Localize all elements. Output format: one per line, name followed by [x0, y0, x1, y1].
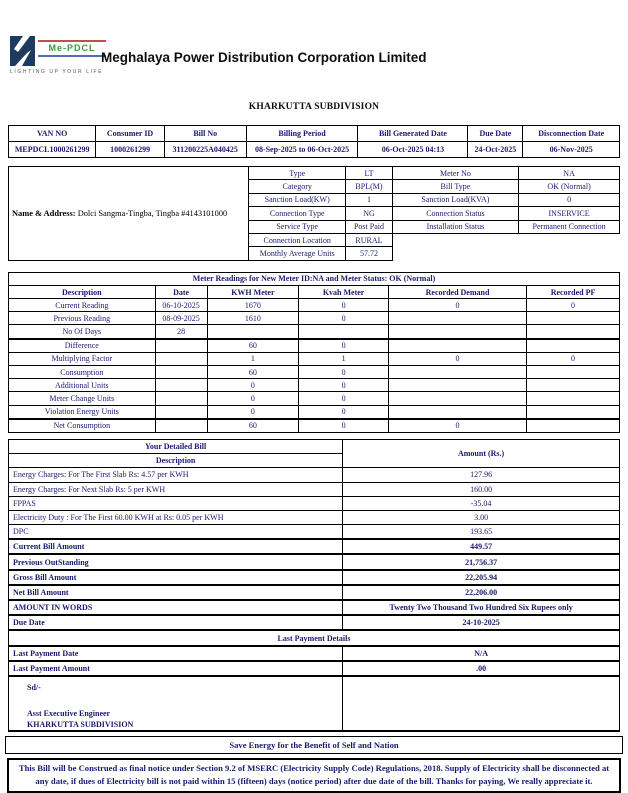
meter-cell: 60 — [207, 339, 299, 353]
meter-cell: 0 — [527, 299, 620, 312]
signature-office: KHARKUTTA SUBDIVISION — [27, 719, 134, 729]
info-label: Connection Status — [392, 207, 518, 220]
charge-description: DPC — [9, 525, 343, 540]
meter-cell: 0 — [389, 299, 527, 312]
consumer-info-table — [8, 166, 620, 261]
summary-row — [9, 554, 620, 569]
info-label: Sanction Load(KW) — [249, 193, 346, 206]
info-label: Monthly Average Units — [249, 247, 346, 260]
logo-wordmark — [38, 40, 106, 57]
meter-row — [9, 299, 620, 312]
meter-cell — [389, 405, 527, 419]
meter-row — [9, 405, 620, 419]
last-payment-label: Last Payment Amount — [9, 661, 343, 676]
empty-cell — [392, 247, 619, 260]
meter-cell: 1 — [299, 352, 389, 365]
summary-value: 24-10-2025 — [343, 615, 620, 630]
signature-row — [9, 676, 620, 731]
meter-cell — [155, 352, 207, 365]
info-value: LT — [346, 167, 392, 180]
charge-description: Energy Charges: For The First Slab Rs: 4.57 per KWH — [9, 468, 343, 482]
meter-cell — [527, 325, 620, 339]
mepdcl-logo — [10, 36, 106, 75]
meter-cell — [389, 366, 527, 379]
detailed-bill-table — [8, 439, 620, 732]
summary-row — [9, 600, 620, 615]
last-payment-value: .00 — [343, 661, 620, 676]
meter-cell: 06-10-2025 — [155, 299, 207, 312]
meter-cell — [389, 392, 527, 405]
meter-header-cell: Recorded Demand — [389, 285, 527, 298]
meter-cell: No Of Days — [9, 325, 156, 339]
account-header-cell: Billing Period — [246, 126, 358, 142]
summary-label: Net Bill Amount — [9, 585, 343, 600]
signature-block — [9, 676, 343, 731]
meter-cell: 60 — [207, 366, 299, 379]
meter-row — [9, 352, 620, 365]
van-no-value: MEPDCL1000261299 — [9, 142, 96, 158]
meter-cell — [389, 325, 527, 339]
meter-cell — [527, 366, 620, 379]
charge-description: FPPAS — [9, 496, 343, 510]
charge-amount: 3.00 — [343, 510, 620, 524]
meter-cell: 0 — [389, 419, 527, 433]
meter-cell: 28 — [155, 325, 207, 339]
info-label: Sanction Load(KVA) — [392, 193, 518, 206]
account-header-cell: Disconnection Date — [523, 126, 620, 142]
meter-row — [9, 419, 620, 433]
meter-cell: Current Reading — [9, 299, 156, 312]
summary-value: 22,206.00 — [343, 585, 620, 600]
charge-description: Electricity Duty : For The First 60.00 KWH at Rs: 0.05 per KWH — [9, 510, 343, 524]
meter-cell: 1 — [207, 352, 299, 365]
meter-cell — [389, 312, 527, 325]
account-header-cell: Due Date — [468, 126, 523, 142]
meter-cell: 0 — [299, 339, 389, 353]
meter-readings-table — [8, 272, 620, 433]
meter-cell: Multiplying Factor — [9, 352, 156, 365]
name-address-value: Dolci Sangma-Tingba, Tingba #4143101000 — [77, 208, 228, 218]
info-label: Service Type — [249, 220, 346, 233]
logo-blue-rule — [38, 55, 106, 57]
info-label: Installation Status — [392, 220, 518, 233]
meter-cell: 0 — [207, 379, 299, 392]
meter-cell: 0 — [299, 312, 389, 325]
info-value: NA — [519, 167, 620, 180]
meter-cell: Violation Energy Units — [9, 405, 156, 419]
info-value: 57.72 — [346, 247, 392, 260]
save-energy-banner: Save Energy for the Benefit of Self and Nation — [5, 736, 623, 754]
summary-value: 21,756.37 — [343, 554, 620, 569]
empty-cell — [392, 233, 619, 246]
info-value: BPL(M) — [346, 180, 392, 193]
meter-cell: 1670 — [207, 299, 299, 312]
billing-period-value: 08-Sep-2025 to 06-Oct-2025 — [246, 142, 358, 158]
meter-cell: 60 — [207, 419, 299, 433]
due-date-value: 24-Oct-2025 — [468, 142, 523, 158]
meter-row — [9, 339, 620, 353]
last-payment-row — [9, 646, 620, 661]
info-value: 1 — [346, 193, 392, 206]
info-label: Bill Type — [392, 180, 518, 193]
logo-red-rule — [38, 40, 106, 42]
meter-readings-title: Meter Readings for New Meter ID:NA and Meter Status: OK (Normal) — [9, 272, 620, 285]
info-value: INSERVICE — [519, 207, 620, 220]
last-payment-title-row — [9, 630, 620, 645]
account-header-row — [9, 126, 620, 142]
lightning-bolt-icon — [10, 36, 35, 66]
last-payment-label: Last Payment Date — [9, 646, 343, 661]
meter-cell — [527, 379, 620, 392]
last-payment-row — [9, 661, 620, 676]
meter-cell — [527, 339, 620, 353]
account-header-cell: Bill No — [164, 126, 246, 142]
summary-value: Twenty Two Thousand Two Hundred Six Rupees only — [343, 600, 620, 615]
last-payment-title: Last Payment Details — [9, 630, 620, 645]
bill-no-value: 311200225A040425 — [164, 142, 246, 158]
meter-header-cell: Recorded PF — [527, 285, 620, 298]
info-label: Meter No — [392, 167, 518, 180]
meter-cell — [389, 339, 527, 353]
charge-row — [9, 510, 620, 524]
info-value: 0 — [519, 193, 620, 206]
meter-cell — [155, 366, 207, 379]
meter-title-row — [9, 272, 620, 285]
meter-cell — [155, 405, 207, 419]
meter-header-cell: Kvah Meter — [299, 285, 389, 298]
meter-cell: Net Consumption — [9, 419, 156, 433]
meter-cell — [527, 405, 620, 419]
info-value: OK (Normal) — [519, 180, 620, 193]
header — [0, 0, 628, 96]
bill-generated-date-value: 06-Oct-2025 04:13 — [358, 142, 468, 158]
meter-cell: 0 — [299, 379, 389, 392]
meter-cell — [527, 312, 620, 325]
meter-row — [9, 325, 620, 339]
charge-row — [9, 482, 620, 496]
account-header-cell: Consumer ID — [96, 126, 164, 142]
charge-description: Energy Charges: For Next Slab Rs: 5 per KWH — [9, 482, 343, 496]
charge-row — [9, 525, 620, 540]
charge-amount: -35.04 — [343, 496, 620, 510]
signature-role: Asst Executive Engineer — [27, 708, 111, 718]
amount-header: Amount (Rs.) — [343, 439, 620, 467]
meter-cell: Difference — [9, 339, 156, 353]
meter-cell: 08-09-2025 — [155, 312, 207, 325]
meter-row — [9, 366, 620, 379]
info-label: Category — [249, 180, 346, 193]
summary-value: 22,205.94 — [343, 570, 620, 585]
summary-row — [9, 539, 620, 554]
summary-row — [9, 570, 620, 585]
disconnection-date-value: 06-Nov-2025 — [523, 142, 620, 158]
charge-row — [9, 496, 620, 510]
info-value: Post Paid — [346, 220, 392, 233]
meter-cell: 1610 — [207, 312, 299, 325]
meter-cell: 0 — [207, 405, 299, 419]
info-value: NG — [346, 207, 392, 220]
info-label: Connection Type — [249, 207, 346, 220]
meter-header-row — [9, 285, 620, 298]
summary-value: 449.57 — [343, 539, 620, 554]
meter-header-cell: Description — [9, 285, 156, 298]
consumer-id-value: 1000261299 — [96, 142, 164, 158]
charge-amount: 160.00 — [343, 482, 620, 496]
meter-cell: 0 — [389, 352, 527, 365]
meter-cell — [155, 392, 207, 405]
logo-brand-text: Me-PDCL — [48, 43, 96, 53]
summary-label: AMOUNT IN WORDS — [9, 600, 343, 615]
summary-label: Gross Bill Amount — [9, 570, 343, 585]
meter-cell — [527, 419, 620, 433]
charge-row — [9, 468, 620, 482]
last-payment-value: N/A — [343, 646, 620, 661]
meter-cell — [155, 419, 207, 433]
meter-cell — [155, 339, 207, 353]
info-label: Connection Location — [249, 233, 346, 246]
meter-cell: 0 — [527, 352, 620, 365]
subdivision-title: KHARKUTTA SUBDIVISION — [248, 102, 380, 112]
signature-sd: Sd/- — [27, 682, 41, 692]
meter-cell — [207, 325, 299, 339]
consumer-info-row — [9, 167, 620, 180]
bill-title: Your Detailed Bill — [9, 439, 343, 453]
summary-label: Due Date — [9, 615, 343, 630]
meter-cell: 0 — [299, 419, 389, 433]
meter-cell: 0 — [299, 299, 389, 312]
meter-cell: Consumption — [9, 366, 156, 379]
charge-amount: 127.96 — [343, 468, 620, 482]
meter-cell — [299, 325, 389, 339]
account-header-cell: VAN NO — [9, 126, 96, 142]
final-notice: This Bill will be Construed as final notice under Section 9.2 of MSERC (Electricity Supply Code) Regulations, 2018. Supply of Electricity shall be disconnected at any date, if dues of Electricity bill is not paid within 15 (fifteen) days (notice period) after due date of the bill. Thanks for paying, We really appreciate it. — [7, 758, 621, 793]
meter-header-cell: Date — [155, 285, 207, 298]
logo-tagline: LIGHTING UP YOUR LIFE — [10, 69, 104, 75]
meter-cell — [527, 392, 620, 405]
meter-cell: 0 — [299, 392, 389, 405]
empty-cell — [343, 676, 620, 731]
info-label: Type — [249, 167, 346, 180]
meter-row — [9, 392, 620, 405]
info-value: RURAL — [346, 233, 392, 246]
meter-row — [9, 379, 620, 392]
name-address-cell — [9, 167, 249, 261]
account-summary-table — [8, 125, 620, 158]
meter-cell — [389, 379, 527, 392]
meter-row — [9, 312, 620, 325]
meter-cell: 0 — [299, 405, 389, 419]
info-value: Permanent Connection — [519, 220, 620, 233]
summary-label: Previous OutStanding — [9, 554, 343, 569]
bill-title-row — [9, 439, 620, 453]
meter-cell: Previous Reading — [9, 312, 156, 325]
meter-cell: 0 — [299, 366, 389, 379]
meter-header-cell: KWH Meter — [207, 285, 299, 298]
meter-cell: Additional Units — [9, 379, 156, 392]
meter-cell: 0 — [207, 392, 299, 405]
description-header: Description — [9, 454, 343, 468]
name-address-label: Name & Address: — [12, 208, 76, 218]
account-header-cell: Bill Generated Date — [358, 126, 468, 142]
summary-row — [9, 615, 620, 630]
summary-label: Current Bill Amount — [9, 539, 343, 554]
meter-cell — [155, 379, 207, 392]
company-title: Meghalaya Power Distribution Corporation Limited — [101, 50, 427, 65]
logo-top — [10, 36, 106, 66]
summary-row — [9, 585, 620, 600]
meter-cell: Meter Change Units — [9, 392, 156, 405]
account-value-row — [9, 142, 620, 158]
charge-amount: 193.65 — [343, 525, 620, 540]
